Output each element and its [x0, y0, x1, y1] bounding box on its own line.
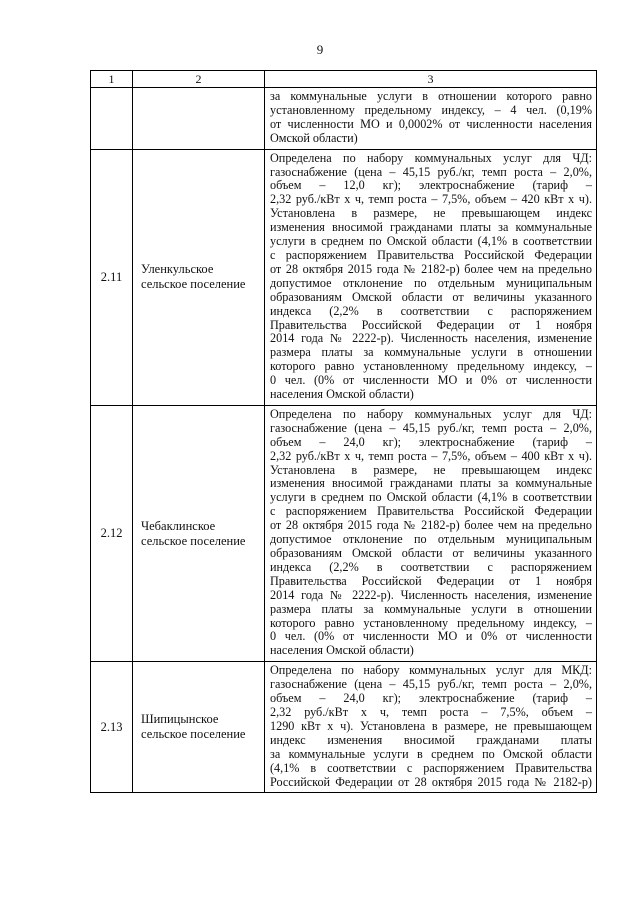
text-line: изменения вносимой гражданами платы за коммунальные: [270, 220, 592, 235]
row-description-cell: [265, 662, 597, 793]
header-cell-1: 1: [91, 71, 133, 88]
text-line: изменения вносимой гражданами платы за коммунальные: [270, 476, 592, 491]
table-row-2-12: [91, 405, 597, 661]
text-line: Определена по набору коммунальных услуг для МКД:: [270, 663, 592, 678]
text-line: допустимое отклонение по отдельным муниципальным: [270, 275, 592, 290]
text-line: установленному предельному индексу, – 4 чел. (0,19%: [270, 102, 592, 117]
settlement-name-line: Шипицынское: [141, 712, 219, 727]
text-line: населения Омской области): [270, 643, 414, 658]
text-line: от 28 октября 2015 года № 2182-р) более чем на предельно: [270, 261, 592, 276]
text-line: индекса (2,2% в соответствии с распоряжением: [270, 303, 592, 318]
text-line: индекс изменения вносимой гражданами платы: [270, 732, 592, 747]
text-line: газоснабжение (цена – 45,15 руб./кг, темп роста – 2,0%,: [270, 420, 592, 435]
text-line: индекса (2,2% в соответствии с распоряжением: [270, 559, 592, 574]
table-row-2-13: [91, 662, 597, 793]
text-line: услуги в среднем по Омской области (4,1% в соответствии: [270, 234, 592, 249]
text-line: 1290 кВт х ч). Установлена в размере, не превышающем: [270, 718, 592, 733]
text-line: услуги в среднем по Омской области (4,1% в соответствии: [270, 490, 592, 505]
text-line: с распоряжением Правительства Российской Федерации: [270, 504, 592, 519]
text-line: образованиям Омской области от величины указанного: [270, 289, 592, 304]
text-line: с распоряжением Правительства Российской Федерации: [270, 247, 592, 262]
table-row-continuation: [91, 88, 597, 150]
text-line: размера платы за коммунальные услуги в отношении: [270, 345, 592, 360]
header-cell-2: 2: [133, 71, 265, 88]
page-number: 9: [316, 42, 324, 57]
settlement-name-line: сельское поселение: [141, 533, 246, 548]
text-line: которого равно установленному предельному индексу, –: [270, 359, 592, 374]
text-line: Определена по набору коммунальных услуг для ЧД:: [270, 150, 592, 165]
text-line: 0 чел. (0% от численности МО и 0% от численности: [270, 373, 592, 388]
text-line: за коммунальные услуги в среднем по Омской области: [270, 746, 592, 761]
table-row-2-11: [91, 149, 597, 405]
row-number-cell: 2.11: [91, 149, 133, 405]
settlement-name-line: сельское поселение: [141, 277, 246, 292]
settlement-name-line: сельское поселение: [141, 727, 246, 742]
text-line: (4,1% в соответствии с распоряжением Правительства: [270, 760, 592, 775]
row-name-cell: [133, 662, 265, 793]
text-line: 0 чел. (0% от численности МО и 0% от численности: [270, 629, 592, 644]
row-description-cell: [265, 405, 597, 661]
header-row: [91, 71, 597, 88]
text-line: Правительства Российской Федерации от 1 ноября: [270, 317, 592, 332]
row-number-cell: 2.12: [91, 405, 133, 661]
row-description-cell: [265, 88, 597, 150]
text-line: объем – 12,0 кг); электроснабжение (тариф –: [270, 178, 592, 193]
settlement-name-line: Чебаклинское: [141, 518, 216, 533]
row-name-cell: [133, 149, 265, 405]
text-line: объем – 24,0 кг); электроснабжение (тариф –: [270, 691, 592, 706]
text-line: Определена по набору коммунальных услуг для ЧД:: [270, 406, 592, 421]
text-line: газоснабжение (цена – 45,15 руб./кг, темп роста – 2,0%,: [270, 164, 592, 179]
text-line: Установлена в размере, не превышающем индекс: [270, 462, 592, 477]
header-cell-3: 3: [265, 71, 597, 88]
text-line: Омской области): [270, 130, 358, 145]
text-line: 2,32 руб./кВт х ч, темп роста – 7,5%, объем –: [270, 704, 592, 719]
row-number-cell: [91, 88, 133, 150]
text-line: 2014 года № 2222-р). Численность населения, изменение: [270, 587, 592, 602]
text-line: образованиям Омской области от величины указанного: [270, 546, 592, 560]
text-line: за коммунальные услуги в отношении которого равно: [270, 89, 592, 103]
text-line: населения Омской области): [270, 387, 414, 402]
text-line: допустимое отклонение по отдельным муниципальным: [270, 532, 592, 547]
text-line: размера платы за коммунальные услуги в отношении: [270, 601, 592, 616]
text-line: которого равно установленному предельному индексу, –: [270, 615, 592, 630]
settlement-name-line: Уленкульское: [141, 262, 214, 277]
text-line: Установлена в размере, не превышающем индекс: [270, 206, 592, 221]
row-name-cell: [133, 88, 265, 150]
text-line: 2,32 руб./кВт х ч, темп роста – 7,5%, объем – 400 кВт х ч).: [270, 448, 592, 463]
row-number-cell: 2.13: [91, 662, 133, 793]
text-line: от численности МО и 0,0002% от численности населения: [270, 116, 592, 131]
text-line: газоснабжение (цена – 45,15 руб./кг, темп роста – 2,0%,: [270, 677, 592, 692]
data-table: [90, 70, 597, 793]
text-line: Российской Федерации от 28 октября 2015 года № 2182-р): [270, 774, 592, 789]
text-line: 2,32 руб./кВт х ч, темп роста – 7,5%, объем – 420 кВт х ч).: [270, 192, 592, 207]
row-name-cell: [133, 405, 265, 661]
text-line: Правительства Российской Федерации от 1 ноября: [270, 573, 592, 588]
row-description-cell: [265, 149, 597, 405]
text-line: 2014 года № 2222-р). Численность населения, изменение: [270, 331, 592, 346]
text-line: от 28 октября 2015 года № 2182-р) более чем на предельно: [270, 518, 592, 533]
text-line: объем – 24,0 кг); электроснабжение (тариф –: [270, 434, 592, 449]
